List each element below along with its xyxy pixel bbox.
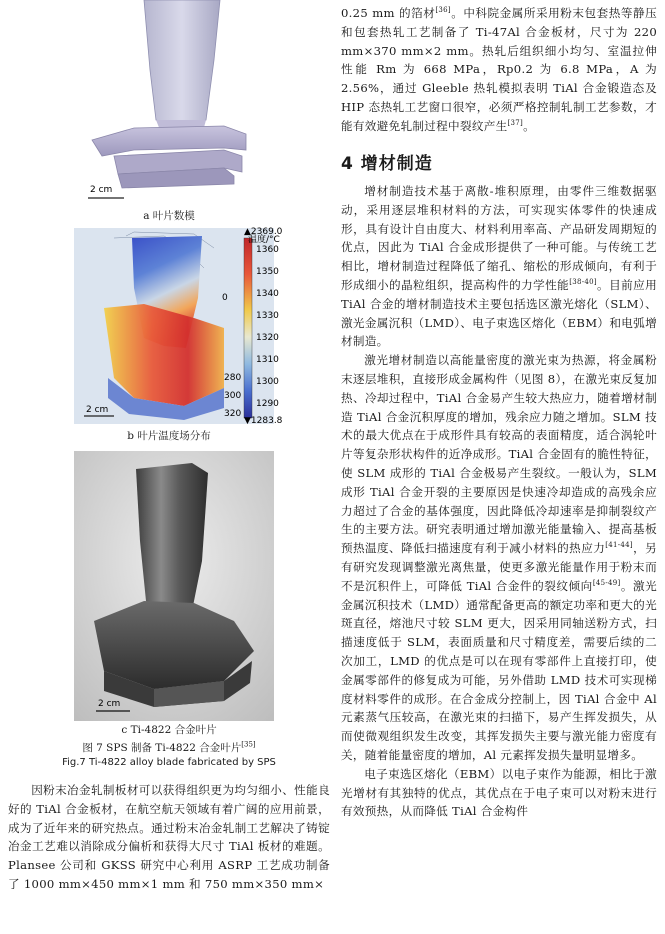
panel-a-caption: a 叶片数模 — [143, 210, 195, 222]
colorbar-tick: 1350 — [256, 267, 279, 277]
colorbar-tick: 1310 — [256, 355, 279, 365]
axis-label: 280 — [224, 373, 242, 383]
panel-c-caption: c Ti-4822 合金叶片 — [121, 724, 217, 736]
colorbar-unit: 温度/°C — [248, 235, 280, 245]
text-span: 激光增材制造以高能量密度的激光束为热源，将金属粉末逐层堆积，直接形成金属构件（见图 8），在激光束反复加热、冷却过程中，TiAl 合金易产生较大热应力，随着增材制造 TiAl 合金沉积厚度的增加，残余应力随之增加。SLM 技术的最大优点在于成形件具有较高的表面精度，适合涡轮叶片等复杂形状构件的近净成形。TiAl 合金固有的脆性特征，使 SLM 成形的 TiAl 合金极易产生裂纹。一般认为，SLM 成形 TiAl 合金开裂的主要原因是快速冷却造成的高残余应力超过了合金的基体强度，因此降低冷却速率是抑制裂纹产生的主要方法。研究表明通过增加激光能量输入、提高基板预热温度、降低扫描速度有利于减小材料的热应力 — [341, 353, 657, 556]
citation: [35] — [241, 740, 256, 749]
colorbar-tick: 1300 — [256, 377, 279, 387]
scale-bar-label: 2 cm — [86, 405, 109, 415]
panel-b-caption: b 叶片温度场分布 — [127, 430, 211, 442]
colorbar-tick: 1340 — [256, 289, 279, 299]
citation: [38-40] — [569, 278, 597, 287]
figure-7b-temperature-field — [74, 227, 283, 426]
axis-label: 300 — [224, 391, 242, 401]
section-heading: 4 增材制造 — [341, 154, 433, 174]
colorbar-tick: 1360 — [256, 245, 279, 255]
colorbar-tick: 1290 — [256, 399, 279, 409]
citation: [41-44] — [605, 541, 633, 550]
text-span: 0.25 mm 的箔材 — [341, 6, 436, 20]
right-body — [341, 182, 657, 821]
citation: [37] — [507, 118, 524, 127]
figure-7c-blade-photo — [74, 451, 274, 721]
colorbar-min: ▼1283.8 — [244, 416, 283, 426]
text-span: 。激光金属沉积技术（LMD）通常配备更高的额定功率和更大的光斑直径，熔池尺寸较 SLM 更大，因采用同轴送粉方式，扫描速度低于 SLM，表面质量和尺寸精度差，需要后续的二次加工，LMD 的优点是可以在现有零部件上直接打印，使金属零部件的修复成为可能，另外借助 LMD 技术可实现梯度材料零件的成形。在合金成分控制上，因 TiAl 合金中 Al 元素蒸气压较高，在激光束的扫描下，易产生挥发损失，从而使微观组织发生改变，其挥发损失主要与激光能力密度有关，随着能量密度的增加，Al 元素挥发损失量明显增多。 — [341, 578, 657, 762]
text-span: 。目前应用 TiAl 合金的增材制造技术主要包括选区激光熔化（SLM）、激光金属沉积（LMD）、电子束选区熔化（EBM）和电弧增材制造。 — [341, 277, 657, 349]
citation: [45-49] — [592, 578, 621, 587]
figure-caption-cn — [8, 740, 330, 755]
scale-bar-label: 2 cm — [90, 185, 113, 195]
colorbar-tick: 1330 — [256, 311, 279, 321]
paragraph-laser-am — [341, 351, 657, 765]
right-top-paragraph — [341, 4, 657, 136]
text-span: 。中科院金属所采用粉末包套热等静压和包套热轧工艺制备了 Ti-47Al 合金板材，尺寸为 220 mm×370 mm×2 mm。热轧后组织细小均匀、室温拉伸性能 Rm 为 668 MPa，Rp0.2 为 6.8 MPa，A 为 2.56%，通过 Gleeble 热轧模拟表明 TiAl 合金锻造态及 HIP 态热轧工艺窗口很窄，必须严格控制轧制工艺参数，才能有效避免轧制过程中裂纹产生 — [341, 6, 657, 133]
citation: [36] — [435, 6, 451, 15]
axis-label: 0 — [222, 293, 228, 303]
figure-7a-blade-model — [74, 0, 274, 206]
paragraph-ebm: 电子束选区熔化（EBM）以电子束作为能源，相比于激光增材有其独特的优点，其优点在于电子束可以对粉末进行有效预热，从而降低 TiAl 合金构件 — [341, 766, 657, 819]
axis-label: 320 — [224, 409, 242, 419]
figure-caption-en: Fig.7 Ti-4822 alloy blade fabricated by SPS — [62, 757, 276, 768]
left-paragraph: 因粉末冶金轧制板材可以获得组织更为均匀细小、性能良好的 TiAl 合金板材，在航空航天领域有着广阔的应用前景，成为了近年来的研究热点。通过粉末冶金轧制工艺解决了铸锭冶金工艺难以消除成分偏析和获得大尺寸 TiAl 板材的难题。Plansee 公司和 GKSS 研究中心利用 ASRP 工艺成功制备了 1000 mm×450 mm×1 mm 和 750 mm×350 mm× — [8, 783, 330, 891]
scale-bar-label: 2 cm — [98, 699, 121, 709]
text-span: ，另有研究发现调整激光离焦量，使更多激光能量作用于粉末而不是沉积件上，可降低 TiAl 合金件的裂纹倾向 — [341, 541, 657, 593]
colorbar-tick: 1320 — [256, 333, 279, 343]
figure-caption-cn-text: 图 7 SPS 制备 Ti-4822 合金叶片 — [82, 742, 242, 754]
colorbar-max: ▲2369.0 — [244, 227, 283, 237]
paragraph-am-intro — [341, 182, 657, 351]
text-span: 。 — [523, 118, 535, 133]
text-span: 增材制造技术基于离散-堆积原理，由零件三维数据驱动，采用逐层堆积材料的方法，可实现实体零件的快速成形，具有设计自由度大、材料利用率高、产品研发周期短的优点，因此为 TiAl 合金成形提供了一种可能。与传统工艺相比，增材制造过程降低了缩孔、缩松的形成倾向，有利于形成细小的晶粒组织，提高构件的力学性能 — [341, 184, 657, 292]
